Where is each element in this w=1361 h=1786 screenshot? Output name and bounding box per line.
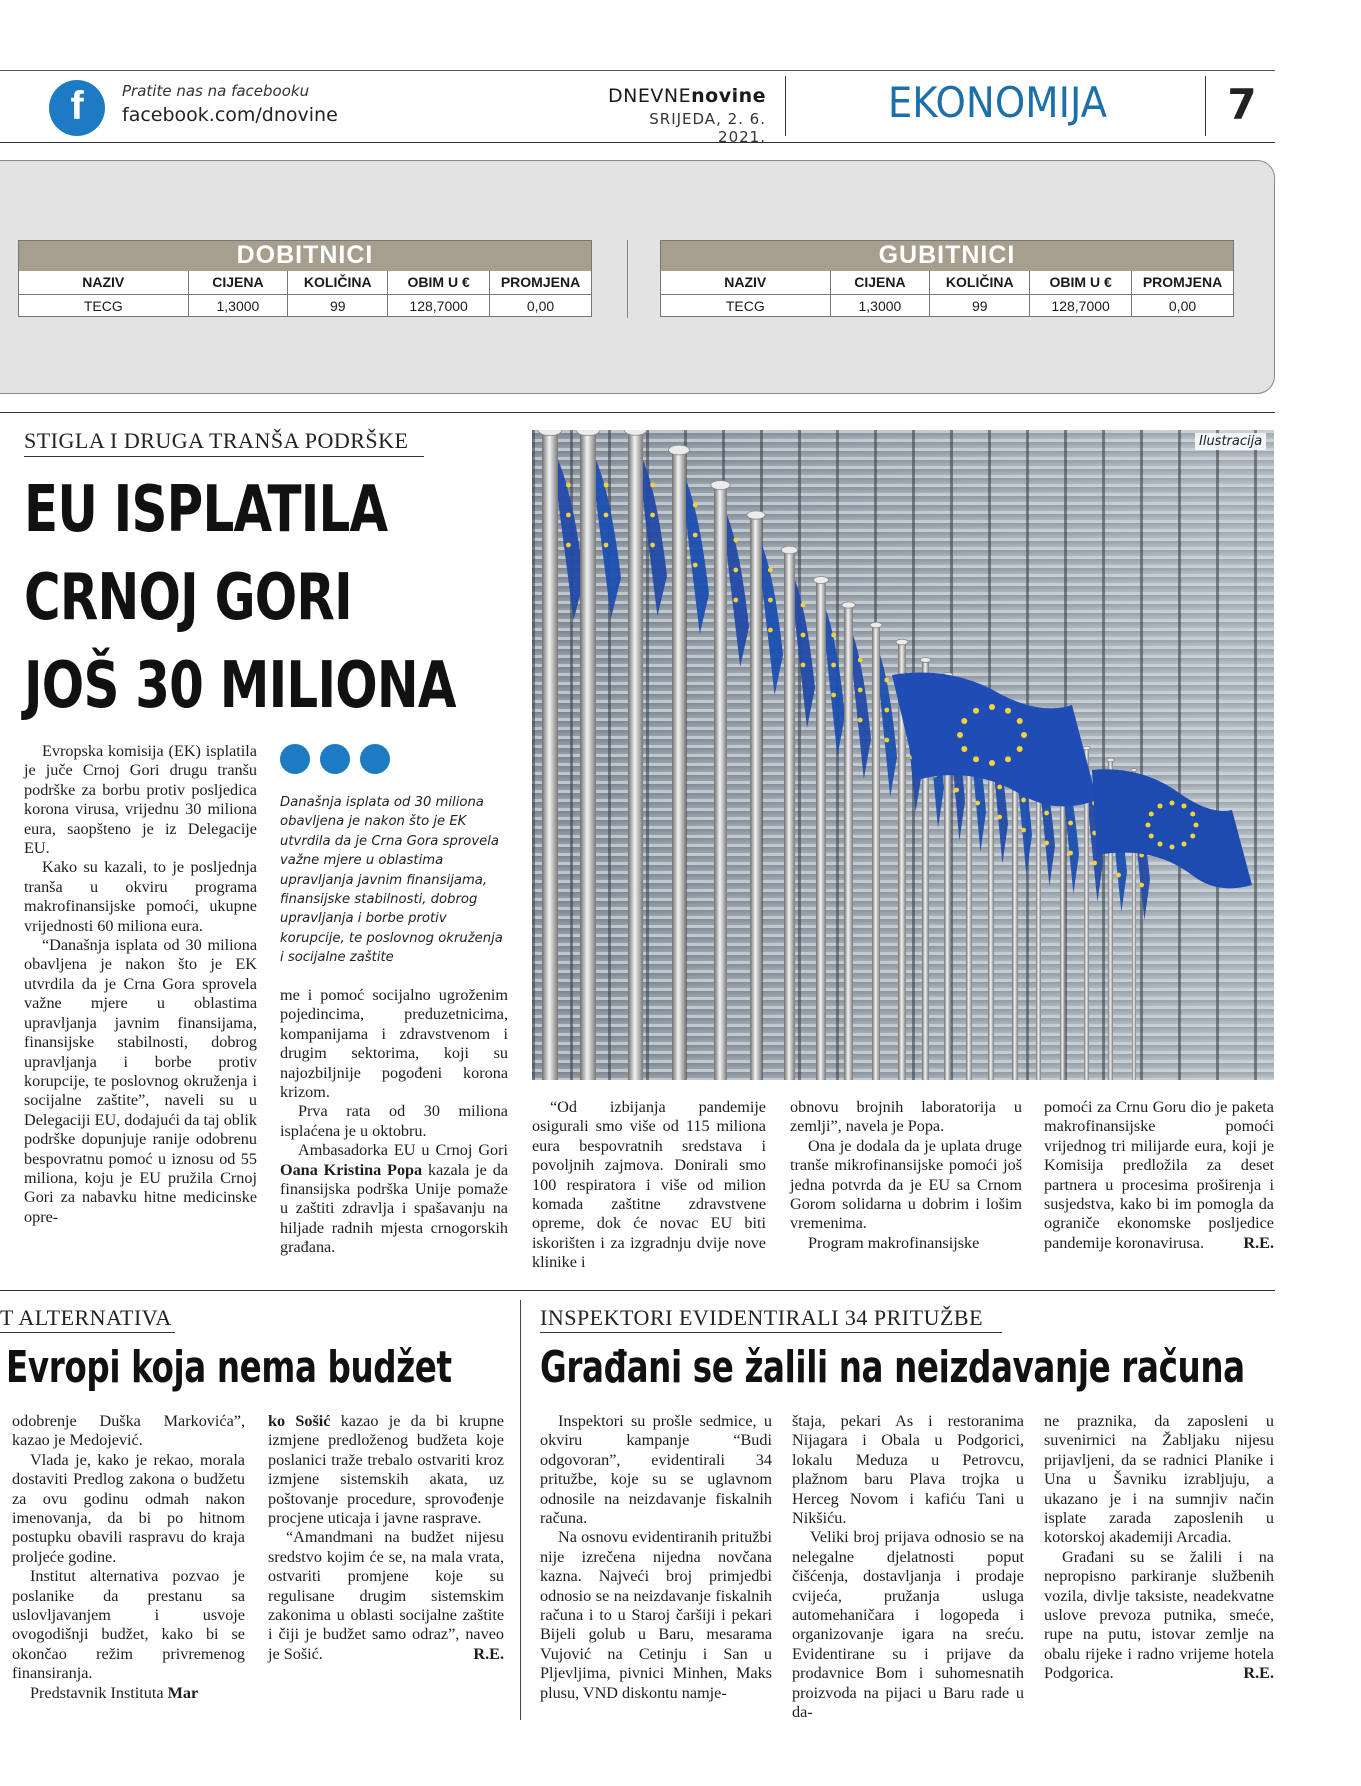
right-column-2 (792, 1412, 1024, 1723)
main-column-2 (280, 986, 508, 1258)
flag-star (989, 760, 995, 766)
flag-star (650, 543, 655, 548)
text-run: kazao je da bi krupne izmjene predloženog budžeta koje poslanici traže trebalo ostvariti kroz izmjene sistemskih akata, uz poštovanje procedure, sprovođenje procjene uticaja i javne rasprave. (268, 1412, 504, 1528)
flag-star (1017, 746, 1023, 752)
paragraph: Evropska komisija (EK) isplatila je juče Crnoj Gori drugu tranšu podrške za borbu protiv posljedica korona virusa, vrijednu 30 miliona eura, saopšteno je iz Delegacije EU. (24, 742, 257, 858)
flag-star (1190, 834, 1195, 839)
text-run: “Amandmani na budžet nijesu sredstvo kojim će se, na mala vrata, ostvariti promjene koje su regulisane drugim sistemskim zakonima u oblasti socijalne zaštite i čiji je budžet samo odraz”, naveo je Sošić. (268, 1528, 504, 1663)
flag-star (973, 708, 979, 714)
column-header: CIJENA (830, 271, 930, 295)
kicker-underline (24, 456, 424, 457)
flag-star (858, 658, 863, 663)
flag-star (1182, 803, 1187, 808)
pole-cap (711, 480, 731, 489)
paragraph: Institut alternativa pozvao je poslanike da prestanu sa uslovljavanjem i usvoje ovogodišnji budžet, kako bi se okončao režim privremenog finansiranja. (12, 1567, 245, 1683)
flagpole (628, 430, 643, 1080)
pole-cap (920, 658, 931, 663)
flag-star (1149, 812, 1154, 817)
paragraph (1044, 1098, 1274, 1253)
masthead (596, 85, 766, 107)
column-header: PROMJENA (490, 271, 592, 295)
dot-icon (360, 744, 390, 774)
flag-star (973, 756, 979, 762)
paragraph: me i pomoć socijalno ugroženim pojedincima, preduzetnicima, kompanijama i zdravstvenom i drugim sektorima, koji su najozbiljnije pogođeni korona krizom. (280, 986, 508, 1102)
flag-star (1068, 821, 1073, 826)
issue-date: SRIJEDA, 2. 6. 2021. (649, 110, 766, 146)
text-run: pomoći za Crnu Goru dio je paketa makrofinansijske pomoći vrijednog tri milijarde eura, koji je Komisija predložila za deset partnera u procesima proširenja i susjedstva, kako bi im pomogla da ograniče ekonomske posljedice pandemije koronavirusa. (1044, 1098, 1274, 1252)
author-signature: R.E. (473, 1644, 504, 1663)
right-column-1 (540, 1412, 772, 1703)
flag-star (975, 801, 980, 806)
flag-star (1116, 873, 1121, 878)
flagpole (750, 515, 762, 1080)
flag-star (604, 513, 609, 518)
column-header: PROMJENA (1132, 271, 1234, 295)
flag-star (1068, 851, 1073, 856)
flagpole (714, 485, 727, 1080)
flag-star (1044, 811, 1049, 816)
flag-star (1146, 823, 1151, 828)
dot-icon (280, 744, 310, 774)
left-column-2 (268, 1412, 504, 1664)
flag-star (1005, 756, 1011, 762)
flag-star (1017, 718, 1023, 724)
losers-title: GUBITNICI (661, 241, 1234, 271)
header-divider (785, 76, 786, 136)
flag-star (961, 718, 967, 724)
person-name: Mar (167, 1683, 199, 1702)
flag-star (801, 633, 806, 638)
flag-star (989, 704, 995, 710)
table-cell: 99 (930, 295, 1030, 317)
pull-quote: Današnja isplata od 30 miliona obavljena je nakon što je EK utvrdila da je Crna Gora sprovela važne mjere u oblastima upravljanja javnim finansijama, finansijske stabilnosti, dobrog upravljanja i borbe protiv korupcije, te poslovnog okruženja i socijalne zaštite (280, 795, 503, 966)
flag-star (566, 543, 571, 548)
pole-cap (1107, 758, 1115, 762)
flag-star (1170, 801, 1175, 806)
flag-star (1149, 834, 1154, 839)
paragraph (1044, 1548, 1274, 1684)
paragraph: Kako su kazali, to je posljednja tranša u okviru programa makrofinansijske pomoći, ukupne vrijednosti 60 miliona eura. (24, 858, 257, 935)
paragraph: “Od izbijanja pandemije osigurali smo više od 115 miliona eura bespovratnih sredstava i povoljnih zajmova. Donirali smo 100 respiratora i više od milion komada zaštitne zdravstvene opreme, dok će novac EU biti iskorišten i za izgradnju dvije nove klinike i (532, 1098, 766, 1272)
stock-bottom-rule (0, 412, 1275, 413)
masthead-light: DNEVNE (608, 85, 692, 107)
eu-flags-photo (532, 430, 1274, 1080)
flag-star (997, 785, 1002, 790)
column-header: OBIM U € (1030, 271, 1132, 295)
headline-line: JOŠ 30 MILIONA (24, 649, 456, 723)
header-divider (1205, 76, 1206, 136)
flag-star (650, 483, 655, 488)
paragraph: Prva rata od 30 miliona isplaćena je u oktobru. (280, 1102, 508, 1140)
masthead-bold: novine (691, 85, 766, 107)
left-headline: Evropi koja nema budžet (6, 1342, 452, 1393)
flag-star (1139, 883, 1144, 888)
eu-flags-illustration (532, 430, 1274, 1080)
paragraph: Inspektori su prošle sedmice, u okviru kampanje “Budi odgovoran”, evidentirali 34 pritužbe, koje su se uglavnom odnosile na neizdavanje fiskalnih računa. (540, 1412, 772, 1528)
column-header: NAZIV (661, 271, 831, 295)
losers-table (660, 240, 1234, 317)
column-header: NAZIV (19, 271, 189, 295)
flag-star (604, 543, 609, 548)
table-row (661, 295, 1234, 317)
flag-star (733, 598, 738, 603)
column-header: CIJENA (188, 271, 288, 295)
flagpole (784, 550, 795, 1080)
main-column-4 (790, 1098, 1022, 1253)
flag-star (801, 603, 806, 608)
main-kicker: STIGLA I DRUGA TRANŠA PODRŠKE (24, 428, 409, 453)
flag-star (884, 708, 889, 713)
flag-star (831, 633, 836, 638)
flagpole (872, 625, 880, 1080)
flag-star (693, 503, 698, 508)
decorative-dots (280, 744, 400, 779)
person-name: Oana Kristina Popa (280, 1160, 423, 1179)
pole-cap (669, 445, 690, 455)
text-run: kazala je da finansijska podrška Unije pomaže u zaštiti zdravlja i spašavanju na hiljade radnih mjesta crnogorskih građana. (280, 1160, 509, 1257)
paragraph: Ona je dodala da je uplata druge tranše mikrofinansijske pomoći još jedna potvrda da je EU sa Crnom Gorom solidarna u dobrim i lošim vremenima. (790, 1136, 1022, 1233)
winners-table (18, 240, 592, 317)
text-run: Predstavnik Instituta (30, 1683, 164, 1702)
flagpole (580, 430, 596, 1080)
table-cell: 1,3000 (188, 295, 288, 317)
table-cell: 1,3000 (830, 295, 930, 317)
main-column-3 (532, 1098, 766, 1273)
person-name: ko Sošić (268, 1412, 331, 1430)
flag-star (1021, 798, 1026, 803)
table-cell: 0,00 (490, 295, 592, 317)
flag-star (1021, 828, 1026, 833)
table-row (19, 295, 592, 317)
dot-icon (320, 744, 350, 774)
kicker-underline (540, 1332, 1002, 1333)
flag-star (1158, 842, 1163, 847)
flag-star (1005, 708, 1011, 714)
paragraph: ne praznika, da zaposleni u suvenirnici na Žabljaku nijesu prijavljeni, da se radnici Planike i Una u Šavniku izrabljuju, a ukazano je i na sumnjiv način isplate zarada zaposlenih u kotorskoj akademiji Arcadia. (1044, 1412, 1274, 1547)
flag-star (1170, 845, 1175, 850)
section-title: EKONOMIJA (887, 78, 1108, 127)
pole-cap (1083, 746, 1091, 750)
main-headline (24, 466, 456, 730)
photo-credit: Ilustracija (1195, 433, 1266, 450)
headline-line: CRNOJ GORI (24, 561, 352, 635)
author-signature: R.E. (1243, 1233, 1274, 1252)
paragraph: Na osnovu evidentiranih pritužbi nije izrečena nijedna novčana kazna. Najveći broj primjedbi odnosio se na neizdavanje fiskalnih računa i to u Staroj čaršiji i pekari Bijeli golub u Baru, mesarama Vujović na Cetinju i San u Pljevljima, pivnici Minhen, Maks plusu, VND diskontu namje- (540, 1528, 772, 1702)
headline-line: EU ISPLATILA (24, 473, 388, 547)
pole-cap (870, 622, 882, 628)
flag-star (604, 483, 609, 488)
column-header: OBIM U € (388, 271, 490, 295)
pole-cap (814, 577, 829, 584)
table-cell: 128,7000 (1030, 295, 1132, 317)
pole-cap (842, 602, 856, 608)
stock-divider (627, 240, 628, 318)
flag-star (831, 663, 836, 668)
page-number: 7 (1227, 80, 1257, 129)
column-header: KOLIČINA (930, 271, 1030, 295)
flag-star (768, 598, 773, 603)
paragraph: obnovu brojnih laboratorija u zemlji”, navela je Popa. (790, 1098, 1022, 1136)
flag-star (884, 678, 889, 683)
pole-cap (747, 511, 765, 519)
flag-star (566, 513, 571, 518)
paragraph: Program makrofinansijske (808, 1233, 980, 1252)
table-cell: 0,00 (1132, 295, 1234, 317)
flag-star (997, 815, 1002, 820)
paragraph (12, 1684, 245, 1703)
flag-star (1092, 861, 1097, 866)
pole-cap (781, 546, 798, 554)
text-run: Građani su se žalili i na nepropisno parkiranje službenih vozila, divlje taksiste, neadekvatne uslove prevoza putnika, smeće, rupe na putu, istovar zemlje na obalu rijeke i radno vrijeme hotela Podgorica. (1044, 1547, 1274, 1683)
flag-star (768, 628, 773, 633)
flag-star (1044, 841, 1049, 846)
flag-star (831, 693, 836, 698)
flag-star (1021, 732, 1027, 738)
right-headline: Građani se žalili na neizdavanje računa (540, 1342, 1245, 1393)
table-cell: 128,7000 (388, 295, 490, 317)
paragraph: štaja, pekari As i restoranima Nijagara i Obala u Podgorici, lokalu Meduza u Petrovcu, plažnom baru Plava trojka u Herceg Novom i kafiću Tani u Nikšiću. (792, 1412, 1024, 1528)
author-signature: R.E. (1243, 1664, 1274, 1683)
paragraph (268, 1412, 504, 1528)
table-cell: TECG (19, 295, 189, 317)
flag-star (693, 533, 698, 538)
table-cell: 99 (288, 295, 388, 317)
paragraph: Veliki broj prijava odnosio se na nelegalne djelatnosti poput čišćenja, dostavljanja i prodaje cvijeća, pružanja usluga automehaničara i logopeda i organizovanje igara na sreću. Evidentirane su i prijave da prodavnice Bom i suhomesnatih proizvoda na pijaci u Baru rade u da- (792, 1528, 1024, 1722)
flagpole (542, 430, 558, 1080)
flag-star (961, 746, 967, 752)
flagpole (816, 580, 826, 1080)
flag-star (733, 538, 738, 543)
facebook-url[interactable]: facebook.com/dnovine (122, 104, 338, 126)
column-divider (520, 1300, 521, 1720)
paragraph (280, 1141, 508, 1257)
flag-star (801, 663, 806, 668)
paragraph (268, 1528, 504, 1664)
facebook-follow-text: Pratite nas na facebooku (122, 82, 310, 100)
flag-star (1190, 812, 1195, 817)
paragraph: odobrenje Duška Markovića”, kazao je Medojević. (12, 1412, 245, 1450)
header-bottom-rule (0, 142, 1275, 143)
main-column-1 (24, 742, 257, 1227)
text-run: Ambasadorka EU u Crnoj Gori (298, 1141, 508, 1160)
pole-cap (1131, 769, 1137, 772)
right-kicker: INSPEKTORI EVIDENTIRALI 34 PRITUŽBE (540, 1305, 984, 1330)
flag-star (650, 513, 655, 518)
flagpole (672, 450, 686, 1080)
paragraph: Vlada je, kako je rekao, morala dostaviti Predlog zakona o budžetu za ovu godinu odmah nakon imenovanja, da bi po hitnom postupku obavili raspravu do kraja proljeće godine. (12, 1450, 245, 1566)
winners-title: DOBITNICI (19, 241, 592, 271)
flag-star (566, 483, 571, 488)
top-rule (0, 70, 1275, 71)
flag-star (1158, 803, 1163, 808)
flag-star (1182, 842, 1187, 847)
section-rule (0, 1290, 1275, 1291)
pole-cap (896, 639, 908, 645)
flag-star (884, 738, 889, 743)
flag-star (693, 563, 698, 568)
flagpole (844, 605, 853, 1080)
flag-star (733, 568, 738, 573)
table-cell: TECG (661, 295, 831, 317)
flag-star (957, 732, 963, 738)
main-column-5 (1044, 1098, 1274, 1253)
flag-star (858, 688, 863, 693)
right-column-3 (1044, 1412, 1274, 1684)
flag-star (954, 788, 959, 793)
flag-star (768, 568, 773, 573)
kicker-underline (0, 1332, 175, 1333)
flag-star (858, 718, 863, 723)
facebook-icon[interactable]: f (49, 80, 105, 136)
paragraph: “Današnja isplata od 30 miliona obavljena je nakon što je EK utvrdila da je Crna Gora sprovela važne mjere u oblastima upravljanja javnim finansijama, finansijske stabilnosti, dobrog upravljanja i borbe protiv korupcije, te poslovnog okruženja i socijalne zaštite”, naveli su u Delegaciji EU, dodajući da taj oblik podrške dopunjuje ranije odobrenu bespovratnu pomoć u iznosu od 55 miliona, koju je EU pružila Crnoj Gori za nabavku hitne medicinske opre- (24, 936, 257, 1226)
left-column-1 (12, 1412, 245, 1703)
column-header: KOLIČINA (288, 271, 388, 295)
left-kicker: T ALTERNATIVA (0, 1305, 172, 1330)
flag-star (1194, 823, 1199, 828)
